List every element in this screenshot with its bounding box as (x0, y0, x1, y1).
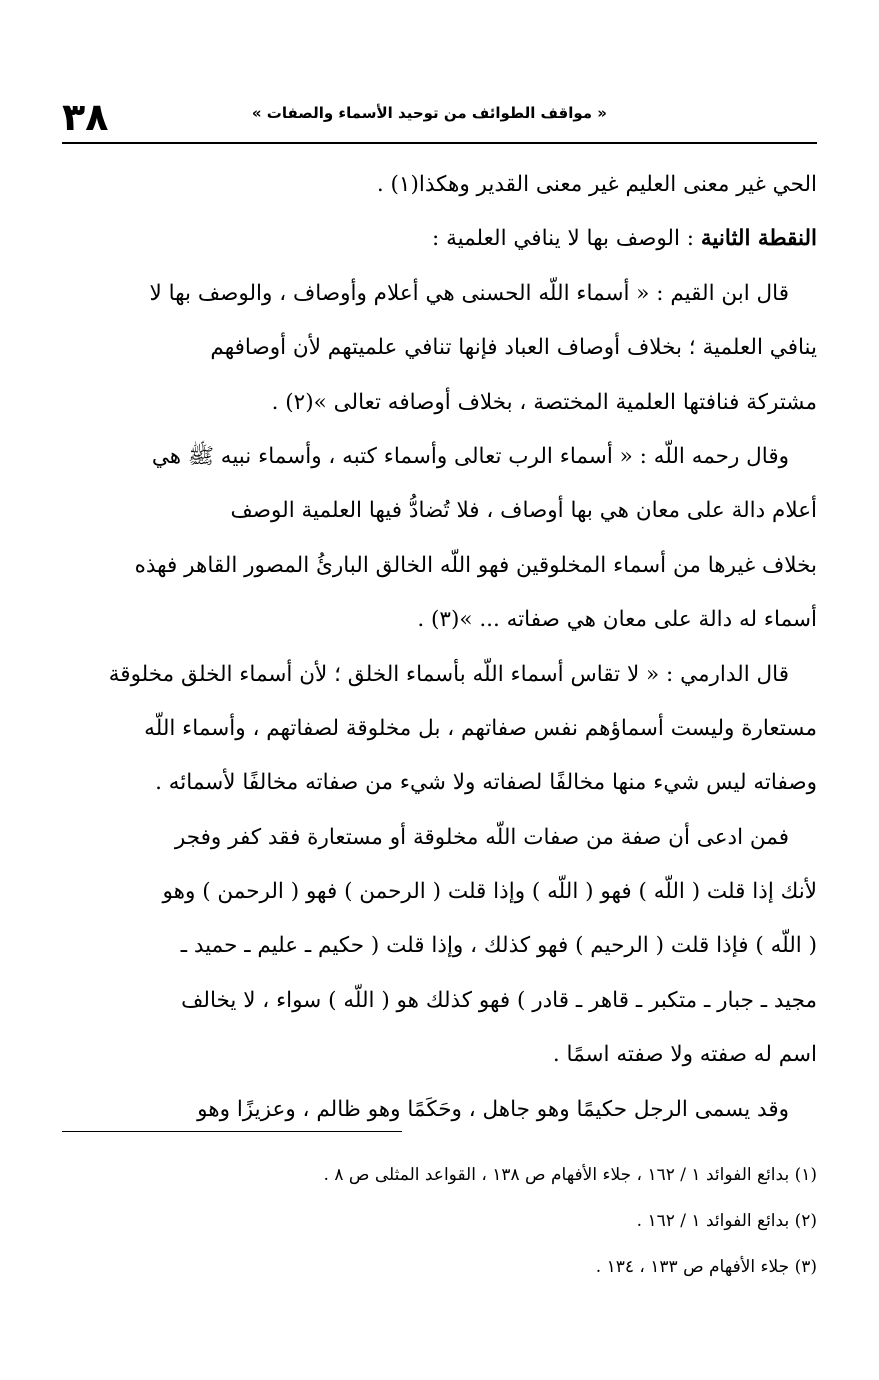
text-line: وقال رحمه اللّه : « أسماء الرب تعالى وأسماء كتبه ، وأسماء نبيه ﷺ هي (151, 443, 789, 469)
running-title: « مواقف الطوائف من توحيد الأسماء والصفات » (251, 104, 607, 122)
point-heading-line (62, 212, 817, 266)
text-line: فمن ادعى أن صفة من صفات اللّه مخلوقة أو مستعارة فقد كفر وفجر (174, 824, 789, 850)
text-line: ( اللّه ) فإذا قلت ( الرحيم ) فهو كذلك ، وإذا قلت ( حكيم ـ عليم ـ حميد ـ (180, 933, 817, 959)
footnote: (٣) جلاء الأفهام ص ١٣٣ ، ١٣٤ . (595, 1257, 817, 1277)
text-line: بخلاف غيرها من أسماء المخلوقين فهو اللّه الخالق البارئُ المصور القاهر فهذه (134, 552, 817, 578)
text-line: مشتركة فنافتها العلمية المختصة ، بخلاف أوصافه تعالى »(٢) . (271, 389, 817, 415)
footnote: (١) بدائع الفوائد ١ / ١٦٢ ، جلاء الأفهام ص ١٣٨ ، القواعد المثلى ص ٨ . (323, 1165, 817, 1185)
text-line: ينافي العلمية ؛ بخلاف أوصاف العباد فإنها تنافي علميتهم لأن أوصافهم (210, 335, 817, 361)
header-rule (62, 142, 817, 144)
text-line: مستعارة وليست أسماؤهم نفس صفاتهم ، بل مخلوقة لصفاتهم ، وأسماء اللّه (144, 715, 817, 741)
text-line: أسماء له دالة على معان هي صفاته ... »(٣) . (417, 607, 817, 633)
text-line: أعلام دالة على معان هي بها أوصاف ، فلا تُضادُّ فيها العلمية الوصف (230, 498, 817, 524)
footnote-rule (62, 1131, 402, 1132)
footnotes (62, 1152, 817, 1290)
page-header (62, 92, 817, 142)
text-line: مجيد ـ جبار ـ متكبر ـ قاهر ـ قادر ) فهو كذلك هو ( اللّه ) سواء ، لا يخالف (181, 987, 817, 1013)
body-text (62, 158, 817, 1137)
text-line: وصفاته ليس شيء منها مخالفًا لصفاته ولا شيء من صفاته مخالفًا لأسمائه . (155, 770, 817, 796)
text-line: لأنك إذا قلت ( اللّه ) فهو ( اللّه ) وإذا قلت ( الرحمن ) فهو ( الرحمن ) وهو (162, 879, 817, 905)
point-text: : الوصف بها لا ينافي العلمية : (432, 226, 695, 252)
page-number: ٣٨ (62, 95, 109, 139)
footnote: (٢) بدائع الفوائد ١ / ١٦٢ . (636, 1211, 817, 1231)
point-heading: النقطة الثانية (700, 226, 817, 252)
text-line: وقد يسمى الرجل حكيمًا وهو جاهل ، وحَكَمًا وهو ظالم ، وعزيزًا وهو (197, 1096, 789, 1122)
text-line: قال ابن القيم : « أسماء اللّه الحسنى هي أعلام وأوصاف ، والوصف بها لا (149, 280, 789, 306)
text-line: الحي غير معنى العليم غير معنى القدير وهكذا(١) . (376, 172, 817, 197)
text-line: قال الدارمي : « لا تقاس أسماء اللّه بأسماء الخلق ؛ لأن أسماء الخلق مخلوقة (108, 661, 789, 687)
text-line: اسم له صفته ولا صفته اسمًا . (552, 1042, 817, 1068)
